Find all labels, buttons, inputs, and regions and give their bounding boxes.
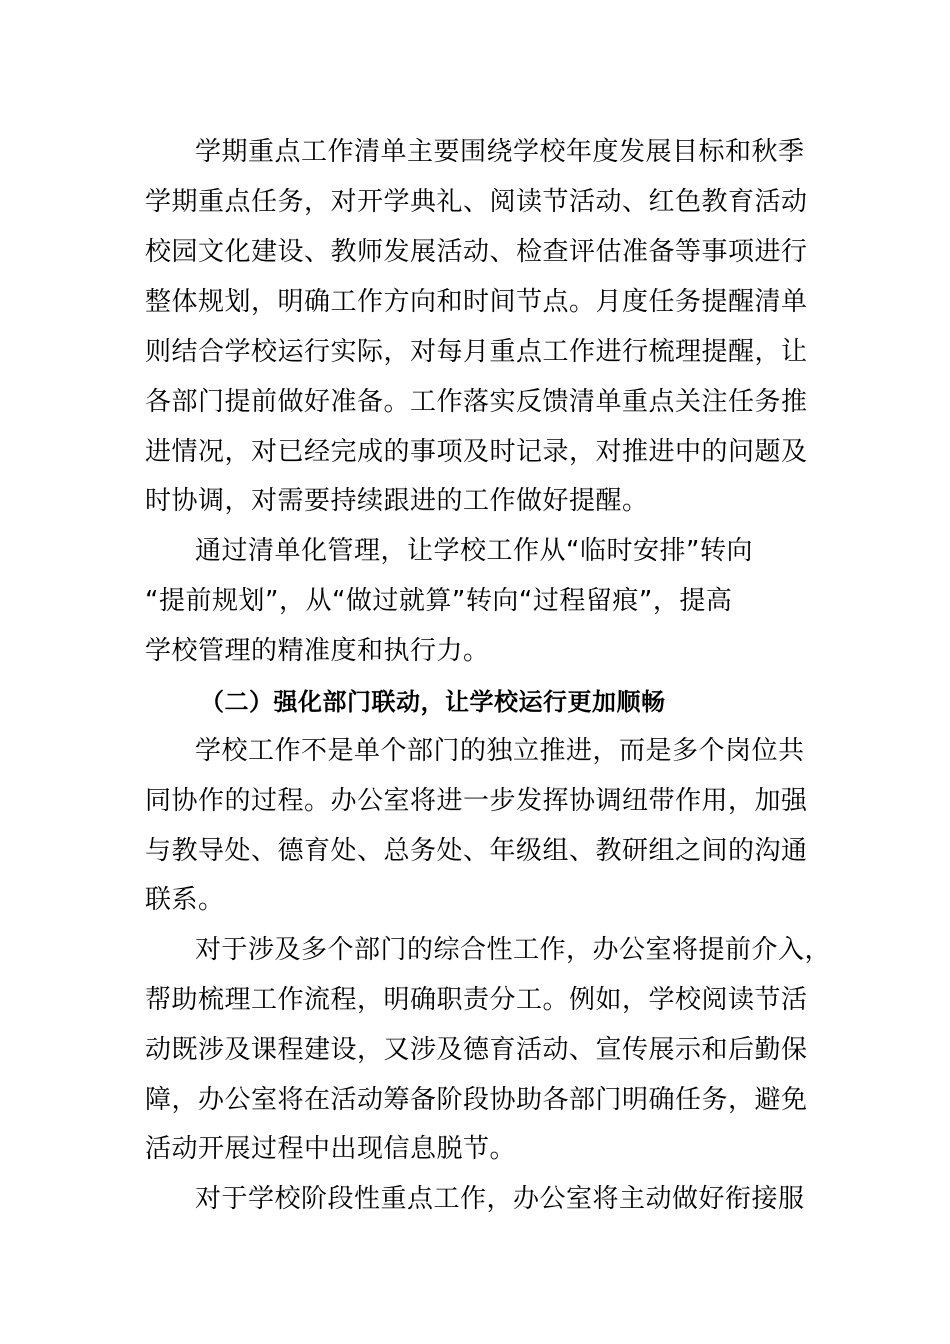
paragraph-line: 动既涉及课程建设，又涉及德育活动、宣传展示和后勤保 [145, 1035, 808, 1065]
paragraph-line: 进情况，对已经完成的事项及时记录，对推进中的问题及 [145, 437, 808, 467]
paragraph-line: “提前规划”，从“做过就算”转向“过程留痕”，提高 [145, 586, 733, 616]
paragraph-line: 障，办公室将在活动筹备阶段协助各部门明确任务，避免 [145, 1085, 808, 1115]
paragraph-line: 时协调，对需要持续跟进的工作做好提醒。 [145, 486, 649, 516]
paragraph-line: 则结合学校运行实际，对每月重点工作进行梳理提醒，让 [145, 337, 808, 367]
paragraph-line: 活动开展过程中出现信息脱节。 [145, 1134, 517, 1164]
paragraph-line: 校园文化建设、教师发展活动、检查评估准备等事项进行 [145, 237, 808, 267]
paragraph-line: 对于涉及多个部门的综合性工作，办公室将提前介入， [195, 935, 832, 965]
paragraph-line: 整体规划，明确工作方向和时间节点。月度任务提醒清单 [145, 287, 808, 317]
paragraph-line: 同协作的过程。办公室将进一步发挥协调纽带作用，加强 [145, 786, 808, 816]
paragraph-line: 帮助梳理工作流程，明确职责分工。例如，学校阅读节活 [145, 985, 808, 1015]
paragraph-line: 对于学校阶段性重点工作，办公室将主动做好衔接服 [195, 1184, 805, 1214]
paragraph-line: 通过清单化管理，让学校工作从“临时安排”转向 [195, 536, 753, 566]
paragraph-line: 各部门提前做好准备。工作落实反馈清单重点关注任务推 [145, 387, 808, 417]
paragraph-line: 学校管理的精准度和执行力。 [145, 636, 490, 666]
paragraph-line: 学校工作不是单个部门的独立推进，而是多个岗位共 [195, 736, 805, 766]
section-heading: （二）强化部门联动，让学校运行更加顺畅 [200, 688, 666, 716]
paragraph-line: 联系。 [145, 885, 225, 915]
paragraph-line: 与教导处、德育处、总务处、年级组、教研组之间的沟通 [145, 836, 808, 866]
paragraph-line: 学期重点任务，对开学典礼、阅读节活动、红色教育活动 [145, 187, 808, 217]
paragraph-line: 学期重点工作清单主要围绕学校年度发展目标和秋季 [195, 137, 805, 167]
